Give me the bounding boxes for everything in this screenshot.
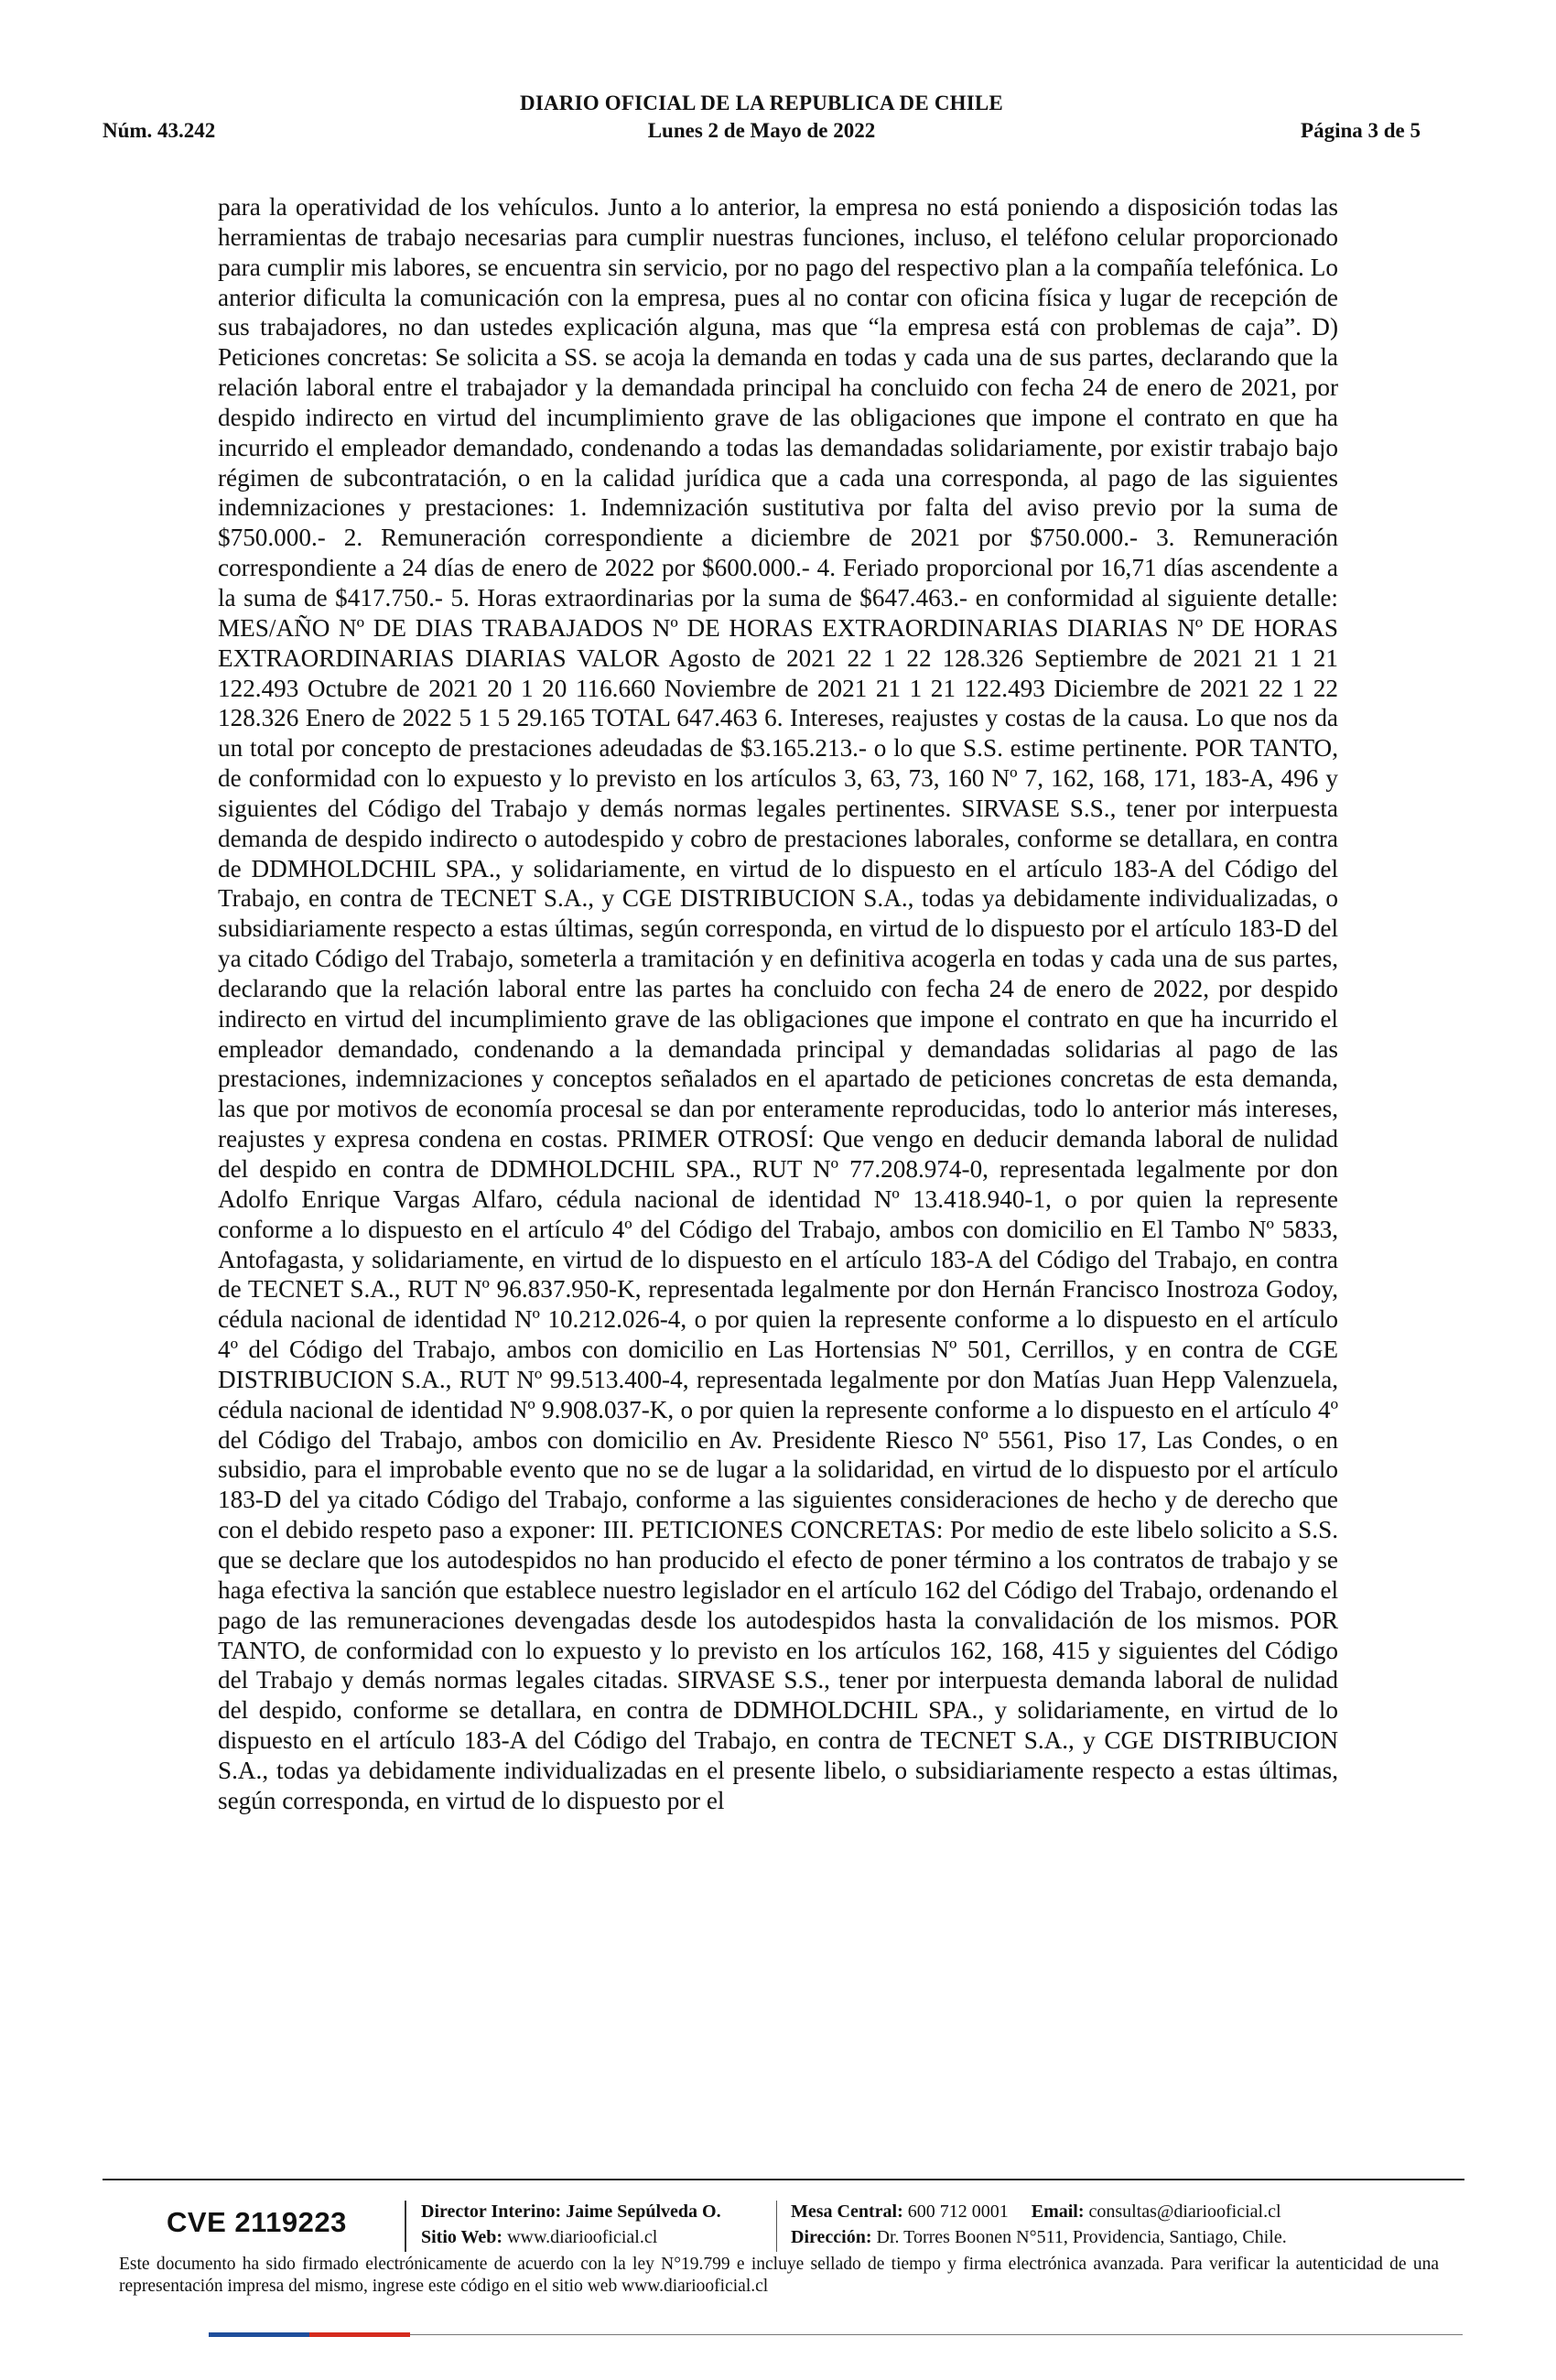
contact-block (791, 2199, 1287, 2250)
footer-separator (776, 2201, 777, 2252)
phone-label: Mesa Central: (791, 2202, 903, 2222)
electronic-signature-notice: Este documento ha sido firmado electrónicamente de acuerdo con la ley N°19.799 e incluye sellado de tiempo y firma electrónica avanzada. Para verificar la autenticidad de una representación impresa del mismo, ingrese este código en el sitio web www.diariooficial.cl (119, 2255, 1439, 2296)
issue-number: Núm. 43.242 (103, 119, 216, 142)
flag-blue-segment (209, 2332, 309, 2337)
flag-gray-line (410, 2334, 1463, 2335)
page-indicator: Página 3 de 5 (1301, 119, 1421, 142)
email-link[interactable]: consultas@diariooficial.cl (1088, 2202, 1281, 2222)
document-body (218, 192, 1338, 1816)
newspaper-title: DIARIO OFICIAL DE LA REPUBLICA DE CHILE (520, 92, 1003, 114)
director-label: Director Interino: (421, 2202, 562, 2222)
phone-value: 600 712 0001 (907, 2202, 1009, 2222)
cve-code: CVE 2119223 (167, 2206, 347, 2238)
address-value: Dr. Torres Boonen N°511, Providencia, Santiago, Chile. (876, 2227, 1287, 2247)
page-header (103, 92, 1421, 148)
site-link[interactable]: www.diariooficial.cl (507, 2227, 658, 2247)
footer-info-row (103, 2193, 1464, 2259)
footer-divider (103, 2179, 1464, 2180)
flag-red-segment (309, 2332, 410, 2337)
site-label: Sitio Web: (421, 2227, 503, 2247)
director-block (421, 2199, 721, 2250)
flag-color-bar (209, 2332, 1463, 2337)
email-label: Email: (1031, 2202, 1085, 2222)
director-name: Jaime Sepúlveda O. (566, 2202, 721, 2222)
issue-date: Lunes 2 de Mayo de 2022 (647, 119, 876, 142)
footer-separator (405, 2201, 406, 2252)
address-label: Dirección: (791, 2227, 872, 2247)
body-paragraph: para la operatividad de los vehículos. Junto a lo anterior, la empresa no está poniendo a disposición todas las herramientas de trabajo necesarias para cumplir nuestras funciones, incluso, el teléfono celular proporcionado para cumplir mis labores, se encuentra sin servicio, por no pago del respectivo plan a la compañía telefónica. Lo anterior dificulta la comunicación con la empresa, pues al no contar con oficina física y lugar de recepción de sus trabajadores, no dan ustedes explicación alguna, mas que “la empresa está con problemas de caja”. D) Peticiones concretas: Se solicita a SS. se acoja la demanda en todas y cada una de sus partes, declarando que la relación laboral entre el trabajador y la demandada principal ha concluido con fecha 24 de enero de 2021, por despido indirecto en virtud del incumplimiento grave de las obligaciones que impone el contrato en que ha incurrido el empleador demandado, condenando a todas las demandadas solidariamente, por existir trabajo bajo régimen de subcontratación, o en la calidad jurídica que a cada una corresponda, al pago de las siguientes indemnizaciones y prestaciones: 1. Indemnización sustitutiva por falta del aviso previo por la suma de $750.000.- 2. Remuneración correspondiente a diciembre de 2021 por $750.000.- 3. Remuneración correspondiente a 24 días de enero de 2022 por $600.000.- 4. Feriado proporcional por 16,71 días ascendente a la suma de $417.750.- 5. Horas extraordinarias por la suma de $647.463.- en conformidad al siguiente detalle: MES/AÑO Nº DE DIAS TRABAJADOS Nº DE HORAS EXTRAORDINARIAS DIARIAS Nº DE HORAS EXTRAORDINARIAS DIARIAS VALOR Agosto de 2021 22 1 22 128.326 Septiembre de 2021 21 1 21 122.493 Octubre de 2021 20 1 20 116.660 Noviembre de 2021 21 1 21 122.493 Diciembre de 2021 22 1 22 128.326 Enero de 2022 5 1 5 29.165 TOTAL 647.463 6. Intereses, reajustes y costas de la causa. Lo que nos da un total por concepto de prestaciones adeudadas de $3.165.213.- o lo que S.S. estime pertinente. POR TANTO, de conformidad con lo expuesto y lo previsto en los artículos 3, 63, 73, 160 Nº 7, 162, 168, 171, 183-A, 496 y siguientes del Código del Trabajo y demás normas legales pertinentes. SIRVASE S.S., tener por interpuesta demanda de despido indirecto o autodespido y cobro de prestaciones laborales, conforme se detallara, en contra de DDMHOLDCHIL SPA., y solidariamente, en virtud de lo dispuesto en el artículo 183-A del Código del Trabajo, en contra de TECNET S.A., y CGE DISTRIBUCION S.A., todas ya debidamente individualizadas, o subsidiariamente respecto a estas últimas, según corresponda, en virtud de lo dispuesto por el artículo 183-D del ya citado Código del Trabajo, someterla a tramitación y en definitiva acogerla en todas y cada una de sus partes, declarando que la relación laboral entre las partes ha concluido con fecha 24 de enero de 2022, por despido indirecto en virtud del incumplimiento grave de las obligaciones que impone el contrato en que ha incurrido el empleador demandado, condenando a la demandada principal y demandadas solidarias al pago de las prestaciones, indemnizaciones y conceptos señalados en el apartado de peticiones concretas de esta demanda, las que por motivos de economía procesal se dan por enteramente reproducidas, todo lo anterior más intereses, reajustes y expresa condena en costas. PRIMER OTROSÍ: Que vengo en deducir demanda laboral de nulidad del despido en contra de DDMHOLDCHIL SPA., RUT Nº 77.208.974-0, representada legalmente por don Adolfo Enrique Vargas Alfaro, cédula nacional de identidad Nº 13.418.940-1, o por quien la represente conforme a lo dispuesto en el artículo 4º del Código del Trabajo, ambos con domicilio en El Tambo Nº 5833, Antofagasta, y solidariamente, en virtud de lo dispuesto en el artículo 183-A del Código del Trabajo, en contra de TECNET S.A., RUT Nº 96.837.950-K, representada legalmente por don Hernán Francisco Inostroza Godoy, cédula nacional de identidad Nº 10.212.026-4, o por quien la represente conforme a lo dispuesto en el artículo 4º del Código del Trabajo, ambos con domicilio en Las Hortensias Nº 501, Cerrillos, y en contra de CGE DISTRIBUCION S.A., RUT Nº 99.513.400-4, representada legalmente por don Matías Juan Hepp Valenzuela, cédula nacional de identidad Nº 9.908.037-K, o por quien la represente conforme a lo dispuesto en el artículo 4º del Código del Trabajo, ambos con domicilio en Av. Presidente Riesco Nº 5561, Piso 17, Las Condes, o en subsidio, para el improbable evento que no se de lugar a la solidaridad, en virtud de lo dispuesto por el artículo 183-D del ya citado Código del Trabajo, conforme a las siguientes consideraciones de hecho y de derecho que con el debido respeto paso a exponer: III. PETICIONES CONCRETAS: Por medio de este libelo solicito a S.S. que se declare que los autodespidos no han producido el efecto de poner término a los contratos de trabajo y se haga efectiva la sanción que establece nuestro legislador en el artículo 162 del Código del Trabajo, ordenando el pago de las remuneraciones devengadas desde los autodespidos hasta la convalidación de los mismos. POR TANTO, de conformidad con lo expuesto y lo previsto en los artículos 162, 168, 415 y siguientes del Código del Trabajo y demás normas legales citadas. SIRVASE S.S., tener por interpuesta demanda laboral de nulidad del despido, conforme se detallara, en contra de DDMHOLDCHIL SPA., y solidariamente, en virtud de lo dispuesto en el artículo 183-A del Código del Trabajo, en contra de TECNET S.A., y CGE DISTRIBUCION S.A., todas ya debidamente individualizadas en el presente libelo, o subsidiariamente respecto a estas últimas, según corresponda, en virtud de lo dispuesto por el (218, 193, 1338, 1814)
page-footer (103, 2179, 1464, 2259)
